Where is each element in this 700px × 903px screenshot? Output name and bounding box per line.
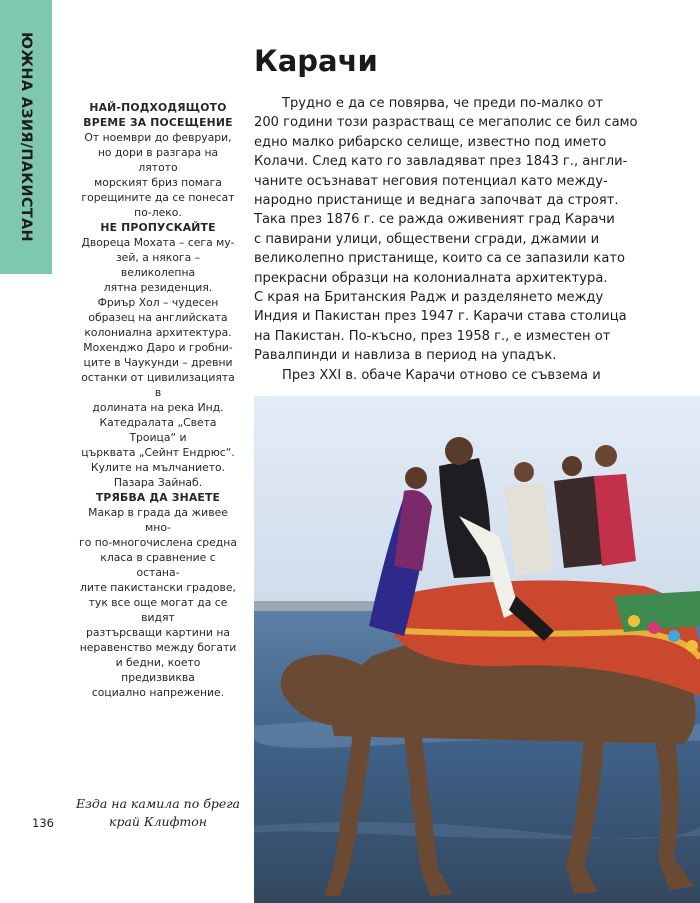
sidebar-text: От ноември до февруари, но дори в разгара на лятото морският бриз помага горещините да се понесат по-леко. bbox=[81, 131, 235, 219]
sidebar-block-best-time bbox=[78, 100, 238, 220]
camel-ride-photo bbox=[254, 396, 700, 903]
sidebar-heading: НЕ ПРОПУСКАЙТЕ bbox=[100, 221, 216, 234]
article-body bbox=[254, 94, 686, 385]
sidebar-block-must-know bbox=[78, 490, 238, 700]
sidebar-block-dont-miss bbox=[78, 220, 238, 490]
page-number: 136 bbox=[32, 816, 54, 830]
photo-illustration bbox=[254, 396, 700, 903]
section-tab bbox=[0, 0, 52, 274]
info-sidebar bbox=[78, 100, 238, 700]
paragraph: През XXI в. обаче Карачи отново се съвзема и bbox=[282, 367, 601, 383]
sidebar-text: Макар в града да живее мно- го по-многочислена средна класа в сравнение с остана- лите пакистански градове, тук все още могат да се видят разтърсващи картини на неравенство между богати и бедни, което предизвиква социално напрежение. bbox=[79, 506, 237, 699]
page-title: Карачи bbox=[254, 44, 378, 78]
paragraph: Трудно е да се повярва, че преди по-малко от 200 години този разрастващ се мегаполис се бил само едно малко рибарско селище, известно под името Колачи. След като го завладяват през 1843 г., англи- чаните осъзнават неговия потенциал като между- народно пристанище и веднага започват да строят. Така през 1876 г. се ражда оживеният град Карачи с павирани улици, обществени сгради, джамии и великолепно пристанище, които са се запазили като прекрасни образци на колониалната архитектура. С края на Британския Радж и разделянето между Индия и Пакистан през 1947 г. Карачи става столица на Пакистан. По-късно, през 1958 г., е изместен от Равалпинди и навлиза в период на упадък. bbox=[254, 96, 638, 364]
photo-caption: Езда на камила по брега край Клифтон bbox=[75, 796, 240, 829]
sidebar-text: Двореца Мохата – сега му- зей, а някога – великолепна лятна резиденция. Фриър Хол – чудесен образец на английската колониална архитектура. Мохенджо Даро и гробни- ците в Чаукунди – древни останки от цивилизацията в долината на река Инд. Катедралата „Света Троица“ и църквата „Сейнт Ендрюс“. Кулите на мълчанието. Пазара Зайнаб. bbox=[81, 236, 235, 489]
sidebar-heading: ТРЯБВА ДА ЗНАЕТЕ bbox=[95, 491, 221, 504]
section-tab-label: ЮЖНА АЗИЯ/ПАКИСТАН bbox=[18, 32, 34, 242]
sidebar-heading: НАЙ-ПОДХОДЯЩОТО ВРЕМЕ ЗА ПОСЕЩЕНИЕ bbox=[83, 101, 233, 129]
